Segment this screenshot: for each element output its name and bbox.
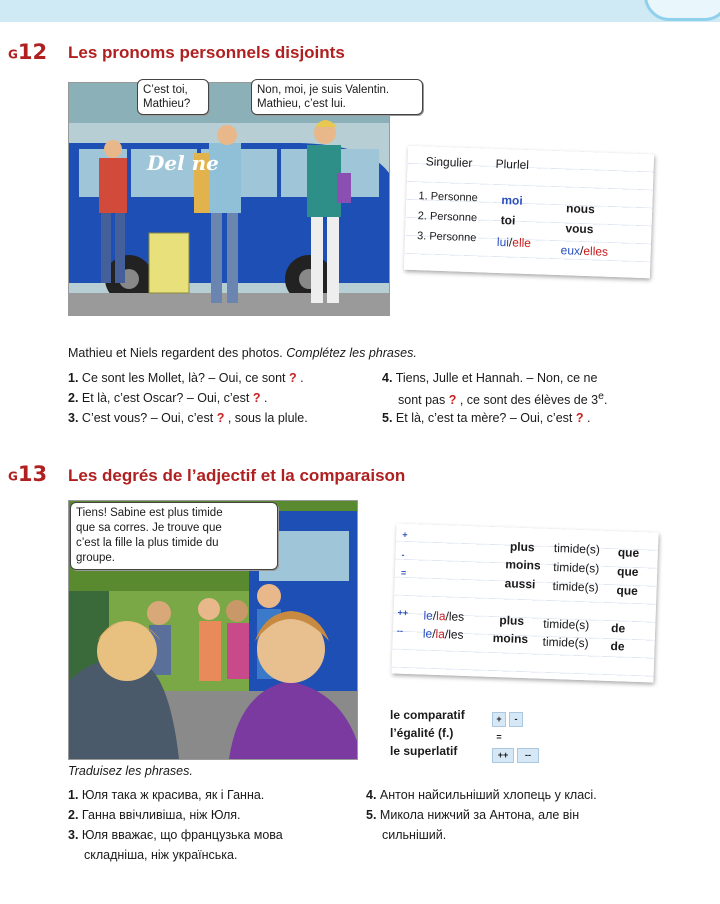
bubble-line: Mathieu? xyxy=(143,98,191,110)
top-band xyxy=(0,0,720,22)
adjective: timide(s) xyxy=(543,616,590,633)
slash: / xyxy=(579,243,584,258)
symbol-equal: = xyxy=(400,567,407,578)
exercise-12-5 xyxy=(382,411,590,425)
adjective: timide(s) xyxy=(542,634,589,651)
blank-marker: ? xyxy=(448,393,457,408)
article-la: la xyxy=(435,626,446,642)
adjective: timide(s) xyxy=(553,559,600,576)
pronoun-table-card xyxy=(404,146,654,279)
exercise-13-2 xyxy=(68,808,240,822)
row-label: 2. Personne xyxy=(417,210,478,225)
item-number: 5. xyxy=(382,411,393,425)
slash: / xyxy=(431,626,436,641)
pronoun-elle: elle xyxy=(512,235,532,251)
exercise-12-2 xyxy=(68,391,267,405)
item-text: Юля вважає, що французька мова xyxy=(81,828,283,842)
section-number: 13 xyxy=(17,462,48,486)
item-number: 2. xyxy=(68,808,79,822)
row-label: 3. Personne xyxy=(416,230,477,245)
item-text: Микола нижчий за Антона, але він xyxy=(379,808,580,822)
article-set xyxy=(423,626,464,641)
section-13-instruction: Traduisez les phrases. xyxy=(68,764,193,778)
legend-box: ++ xyxy=(492,748,514,763)
pronoun-singular: toi xyxy=(500,213,516,228)
pronoun-singular-pair xyxy=(497,235,532,250)
legend-comparatif-boxes xyxy=(492,709,526,727)
pronoun-plural: vous xyxy=(565,221,594,237)
item-number: 3. xyxy=(68,411,79,425)
connector: que xyxy=(617,545,640,560)
item-number: 4. xyxy=(366,788,377,802)
degree-word: plus xyxy=(509,539,535,555)
exercise-13-5 xyxy=(366,808,579,822)
bubble-line: Tiens! Sabine est plus timide xyxy=(76,507,223,519)
pronoun-eux: eux xyxy=(560,243,581,258)
item-text: . xyxy=(296,371,304,385)
item-text: Антон найсильніший хлопець у класі. xyxy=(379,788,597,802)
article-la: la xyxy=(435,608,446,624)
connector: de xyxy=(610,639,625,654)
slash: / xyxy=(445,609,450,624)
bubble-line: Mathieu, c’est lui. xyxy=(257,98,346,110)
pronoun-plural-pair xyxy=(560,243,608,259)
speech-bubble-sabine xyxy=(70,502,278,570)
item-text: Et là, c’est ta mère? – Oui, c’est xyxy=(395,411,576,425)
bus-illustration xyxy=(69,83,389,315)
item-text: . xyxy=(583,411,591,425)
article-le: le xyxy=(423,608,434,623)
blank-marker: ? xyxy=(575,411,584,425)
pronoun-plural: nous xyxy=(565,201,596,217)
legend-label: l’égalité (f.) xyxy=(390,726,454,740)
article-le: le xyxy=(422,626,433,641)
slash: / xyxy=(508,235,513,250)
item-text: . xyxy=(260,391,268,405)
column-singular: Singulier xyxy=(425,154,473,170)
legend-label: le comparatif xyxy=(390,708,465,722)
connector: que xyxy=(616,564,639,579)
slash: / xyxy=(432,608,437,623)
exercise-13-5-cont: сильніший. xyxy=(382,828,447,842)
column-plural: Plurlel xyxy=(495,156,530,172)
exercise-12-3 xyxy=(68,411,308,425)
legend-superlatif xyxy=(390,744,457,758)
speech-bubble-right xyxy=(251,79,423,115)
adjective: timide(s) xyxy=(553,540,601,557)
bus-scene-illustration xyxy=(68,82,390,316)
bubble-line: groupe. xyxy=(76,552,116,564)
section-12-number xyxy=(8,40,47,64)
blank-marker: ? xyxy=(288,371,297,385)
pronoun-lui: lui xyxy=(496,234,510,250)
legend-box: - xyxy=(509,712,523,727)
section-13-number xyxy=(8,462,47,486)
bubble-line: C’est toi, xyxy=(143,84,188,96)
item-text: Ганна ввічливіша, ніж Юля. xyxy=(81,808,241,822)
item-number: 1. xyxy=(68,788,79,802)
exercise-13-3-cont: складніша, ніж українська. xyxy=(84,848,238,862)
item-text: , ce sont des élèves de 3 xyxy=(456,393,599,408)
item-text: Tiens, Julle et Hannah. – Non, ce ne xyxy=(395,371,598,385)
legend-box: + xyxy=(492,712,506,727)
instruction-text: Mathieu et Niels regardent des photos. xyxy=(68,346,287,360)
symbol-minus: - xyxy=(401,549,405,560)
item-text: Юля така ж красива, як і Ганна. xyxy=(81,788,265,802)
item-text: sont pas xyxy=(398,393,449,408)
degree-word: moins xyxy=(492,630,529,647)
item-text: C’est vous? – Oui, c’est xyxy=(81,411,217,425)
connector: de xyxy=(610,621,626,636)
exercise-12-4 xyxy=(382,371,597,385)
section-12-instruction xyxy=(68,346,417,360)
pronoun-singular: moi xyxy=(501,193,523,208)
grammar-marker: G xyxy=(8,469,18,484)
item-text: Et là, c’est Oscar? – Oui, c’est xyxy=(81,391,253,405)
degree-word: moins xyxy=(505,557,541,573)
item-text: Ce sont les Mollet, là? – Oui, ce sont xyxy=(81,371,289,385)
exercise-13-4 xyxy=(366,788,597,802)
exercise-12-4-cont xyxy=(398,391,607,407)
legend-box: = xyxy=(496,732,502,742)
adjective: timide(s) xyxy=(552,578,599,595)
blank-marker: ? xyxy=(216,411,225,425)
symbol-plus-plus: ++ xyxy=(397,607,409,618)
exercise-12-1 xyxy=(68,371,304,385)
bubble-line: c’est la fille la plus timide du xyxy=(76,537,219,549)
article-les: les xyxy=(448,609,465,624)
item-number: 1. xyxy=(68,371,79,385)
legend-box: -- xyxy=(517,748,539,763)
legend-superlatif-boxes xyxy=(492,745,542,763)
section-13-title: Les degrés de l’adjectif et la comparaison xyxy=(68,466,406,485)
legend-comparatif xyxy=(390,708,465,722)
symbol-minus-minus: -- xyxy=(396,625,404,636)
section-12-title: Les pronoms personnels disjoints xyxy=(68,43,345,62)
bubble-line: que sa corres. Je trouve que xyxy=(76,522,222,534)
grammar-marker: G xyxy=(8,47,18,62)
blank-marker: ? xyxy=(252,391,261,405)
legend-egalite-boxes xyxy=(492,727,509,745)
item-text: . xyxy=(603,393,608,408)
comparison-table-card xyxy=(391,523,658,682)
superscript: e xyxy=(598,391,604,402)
item-text: , sous la plule. xyxy=(224,411,308,425)
legend-egalite xyxy=(390,726,453,740)
degree-word: plus xyxy=(499,613,525,628)
article-les: les xyxy=(447,627,464,642)
speech-bubble-left xyxy=(137,79,209,115)
item-number: 5. xyxy=(366,808,377,822)
instruction-italic: Complétez les phrases. xyxy=(286,346,417,360)
legend-label: le superlatif xyxy=(390,744,458,758)
row-label: 1. Personne xyxy=(418,190,478,205)
exercise-13-1 xyxy=(68,788,264,802)
section-number: 12 xyxy=(17,40,48,64)
item-number: 4. xyxy=(382,371,393,385)
exercise-13-3 xyxy=(68,828,283,842)
bus-logo-text: Del ne xyxy=(147,151,219,175)
degree-word: aussi xyxy=(504,576,536,592)
article-set xyxy=(423,608,464,623)
connector: que xyxy=(616,583,639,598)
item-number: 2. xyxy=(68,391,79,405)
pronoun-elles: elles xyxy=(583,243,609,259)
symbol-plus: + xyxy=(402,529,408,540)
bubble-line: Non, moi, je suis Valentin. xyxy=(257,84,390,96)
slash: / xyxy=(444,627,449,642)
item-number: 3. xyxy=(68,828,79,842)
